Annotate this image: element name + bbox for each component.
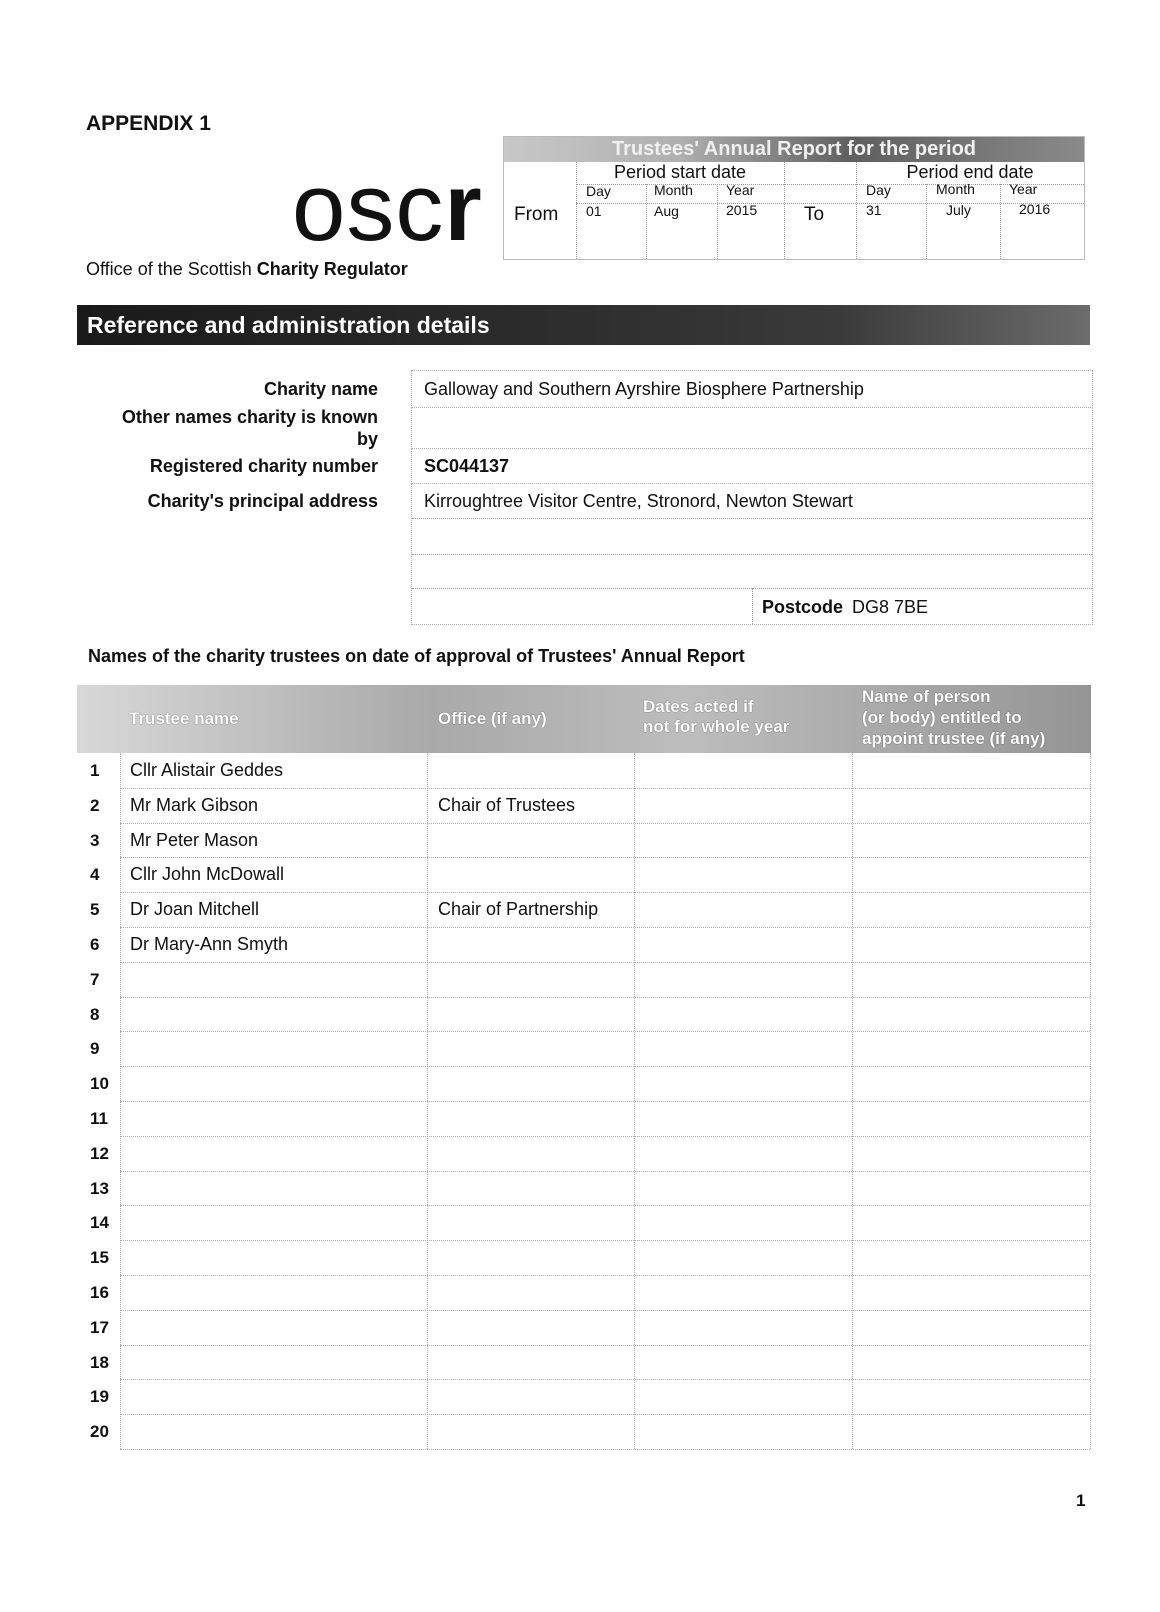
table-row-line [120,1345,1090,1346]
from-label: From [514,204,559,225]
table-row-line [120,1414,1090,1415]
other-names-field[interactable] [411,407,1093,449]
table-row-line [120,857,1090,858]
end-year-value: 2016 [1019,201,1051,217]
row-number: 16 [90,1283,109,1302]
other-names-label-2: by [356,429,378,449]
col-appoint-line-3: appoint trustee (if any) [862,729,1046,748]
table-row-line [120,1101,1090,1102]
start-month-value: Aug [654,203,679,219]
col-dates-line-2: not for whole year [643,717,790,736]
regulator-prefix: Office of the Scottish [86,259,257,279]
period-box [503,136,1085,260]
address-line-1: Kirroughtree Visitor Centre, Stronord, Newton Stewart [424,491,853,511]
period-title: Trustees' Annual Report for the period [504,137,1084,162]
table-row-line [120,1240,1090,1241]
table-row-line [120,1379,1090,1380]
table-col-line [1090,753,1091,1449]
reg-number-label: Registered charity number [149,456,378,476]
start-day-label: Day [586,183,611,199]
oscr-logo [292,154,483,261]
row-number: 2 [90,795,100,815]
trustee-office-cell: Chair of Partnership [438,899,599,920]
table-row-line [120,788,1090,789]
table-row-line [120,962,1090,963]
table-row-line [120,927,1090,928]
trustee-name-cell: Dr Mary-Ann Smyth [130,934,289,954]
table-row-line [120,1449,1090,1450]
table-row-line [120,892,1090,893]
row-number: 1 [90,761,100,780]
col-dates-line-1: Dates acted if [643,697,754,716]
col-office: Office (if any) [438,709,547,728]
table-row-line [120,1205,1090,1206]
reg-number-field[interactable] [411,448,1093,484]
col-appoint-line-1: Name of person [862,687,991,706]
to-label: To [804,204,825,225]
row-number: 3 [90,830,100,850]
end-day-label: Day [866,182,891,198]
trustee-name-cell: Mr Mark Gibson [130,794,259,815]
reg-number-value: SC044137 [424,456,510,476]
row-number: 20 [90,1422,109,1442]
trustee-name-cell: Dr Joan Mitchell [130,899,260,920]
section-header: Reference and administration details [77,305,1090,345]
appendix-title: APPENDIX 1 [86,112,211,135]
charity-name-label: Charity name [263,379,378,399]
end-day-value: 31 [866,202,882,218]
row-number: 12 [90,1143,109,1163]
period-start-label: Period start date [613,162,747,182]
logo-text-r: r [444,154,483,261]
row-number: 5 [90,900,100,920]
period-end-label: Period end date [906,162,1034,182]
start-month-label: Month [654,182,693,198]
start-year-label: Year [726,182,755,198]
row-number: 15 [90,1248,109,1268]
row-number: 9 [90,1039,100,1059]
trustees-heading: Names of the charity trustees on date of approval of Trustees' Annual Report [88,646,745,666]
other-names-label-1: Other names charity is known [121,407,378,427]
table-row-line [120,1275,1090,1276]
col-appoint-line-2: (or body) entitled to [862,708,1022,727]
row-number: 7 [90,969,100,989]
table-row-line [120,997,1090,998]
table-row-line [120,1171,1090,1172]
trustee-office-cell: Chair of Trustees [438,794,576,815]
end-year-label: Year [1009,181,1038,197]
start-day-value: 01 [586,203,602,219]
table-row-line [120,823,1090,824]
table-row-line [120,1136,1090,1137]
row-number: 17 [90,1317,109,1337]
row-number: 4 [90,865,100,885]
row-number: 18 [90,1352,109,1372]
charity-name-field[interactable] [411,370,1093,408]
start-year-value: 2015 [726,202,758,218]
table-row-line [120,1066,1090,1067]
charity-name-value: Galloway and Southern Ayrshire Biosphere Partnership [424,379,864,399]
postcode-value: DG8 7BE [852,597,929,617]
logo-text: osc [292,154,445,261]
col-trustee-name: Trustee name [129,709,239,728]
row-number: 6 [90,935,100,954]
page-number: 1 [1076,1491,1086,1510]
row-number: 11 [90,1109,108,1128]
row-number: 8 [90,1004,100,1024]
row-number: 10 [90,1074,109,1094]
trustee-name-cell: Cllr John McDowall [130,864,285,885]
trustee-name-cell: Cllr Alistair Geddes [130,760,284,780]
address-field[interactable] [411,483,1093,625]
end-month-label: Month [936,181,975,197]
regulator-bold: Charity Regulator [256,259,408,279]
postcode-label: Postcode [762,597,844,617]
trustee-name-cell: Mr Peter Mason [130,829,259,850]
end-month-value: July [946,202,971,218]
table-row-line [120,1031,1090,1032]
row-number: 14 [90,1213,109,1233]
row-number: 19 [90,1387,109,1407]
regulator-subtitle [86,259,408,280]
address-label: Charity's principal address [147,491,378,511]
table-row-line [120,1310,1090,1311]
trustees-table-header [77,685,1091,753]
row-number: 13 [90,1178,109,1198]
